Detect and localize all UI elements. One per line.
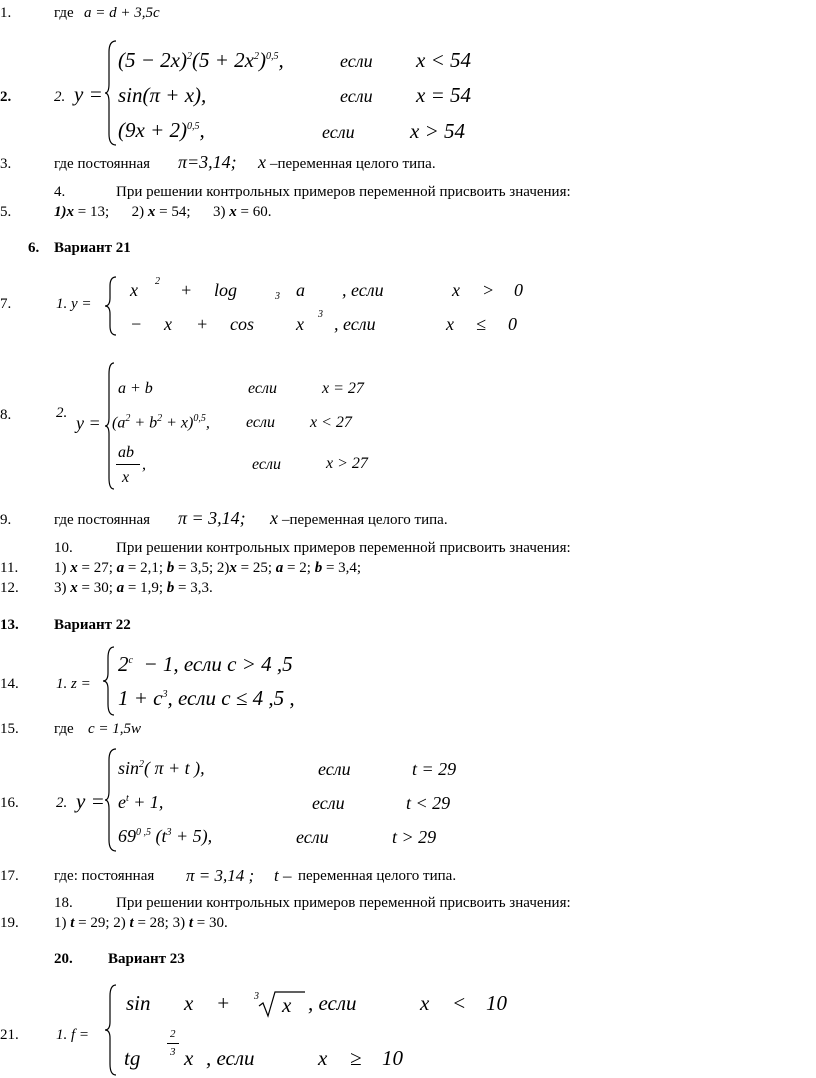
- formula: x < 54: [416, 48, 471, 72]
- text: где постоянная: [54, 512, 151, 528]
- formula: если: [296, 827, 329, 847]
- formula: c = 1,5w: [88, 721, 142, 737]
- formula: y =: [76, 789, 105, 813]
- line-number: 19.: [0, 915, 19, 931]
- brace-icon: [104, 276, 118, 336]
- formula: x = 27: [322, 380, 364, 397]
- formula: если: [246, 414, 275, 431]
- formula: t –: [274, 866, 292, 885]
- line-number: 9.: [0, 512, 12, 528]
- text: где постоянная: [54, 156, 151, 172]
- formula: a: [296, 280, 305, 300]
- formula: $(5 - 2x)^2(5 + 2x^2)^{0,5}$,: [118, 48, 284, 72]
- formula: cos: [230, 314, 254, 334]
- text: где: [54, 5, 74, 21]
- values-line: 1)x = 13; 2) x = 54; 3) x = 60.: [54, 204, 272, 220]
- formula: если: [322, 122, 355, 142]
- line-number: 6.: [28, 240, 40, 256]
- line-number: 8.: [0, 407, 12, 423]
- formula: π=3,14;: [178, 152, 237, 172]
- line-number: 11.: [0, 560, 19, 576]
- line-number: 12.: [0, 580, 19, 596]
- formula: 69$^{0 ,5}$ $(t^3 + 5)$,: [118, 826, 213, 846]
- line-number: 16.: [0, 795, 19, 811]
- line-number: 15.: [0, 721, 19, 737]
- formula: $e^t + 1$,: [118, 792, 164, 812]
- formula: ab: [118, 444, 134, 461]
- formula: t > 29: [392, 827, 437, 847]
- formula: x: [452, 280, 460, 300]
- fraction-bar: [116, 464, 140, 465]
- formula: 2: [170, 1028, 176, 1040]
- brace-icon: [104, 40, 118, 146]
- formula: π = 3,14;: [178, 508, 246, 528]
- text: При решении контрольных примеров переменной присвоить значения:: [116, 895, 571, 911]
- formula: , если: [206, 1046, 255, 1070]
- formula: x > 27: [326, 455, 368, 472]
- formula: −: [130, 314, 143, 334]
- text: При решении контрольных примеров переменной присвоить значения:: [116, 540, 571, 556]
- formula: ,: [142, 456, 146, 473]
- formula: a = d + 3,5c: [84, 5, 160, 21]
- item-label: 2.: [56, 795, 68, 811]
- brace-icon: [104, 984, 118, 1076]
- formula: 10: [382, 1046, 403, 1070]
- formula: tg: [124, 1046, 141, 1070]
- formula: 3: [170, 1046, 176, 1058]
- fraction-bar: [167, 1043, 179, 1044]
- section-heading: Вариант 22: [54, 617, 131, 633]
- formula: $(a^2 + b^2 + x)^{0,5}$,: [112, 413, 210, 432]
- formula: x: [184, 1046, 194, 1070]
- formula: x: [420, 991, 430, 1015]
- formula: $1 + c^3$, если c ≤ 4 ,5 ,: [118, 686, 295, 710]
- formula: x: [164, 314, 172, 334]
- formula: если: [318, 759, 351, 779]
- formula: +: [180, 280, 193, 300]
- formula: x: [122, 469, 130, 486]
- formula: x: [258, 152, 266, 172]
- formula: 2$^c$ − 1, если c > 4 ,5: [118, 652, 293, 676]
- formula: $\sin^2$( π + t ),: [118, 758, 205, 778]
- formula: +: [196, 314, 209, 334]
- line-number: 13.: [0, 617, 19, 633]
- text: переменная целого типа.: [298, 868, 457, 884]
- line-number: 1.: [0, 5, 12, 21]
- line-number: 7.: [0, 296, 12, 312]
- formula: 3: [275, 291, 280, 302]
- line-number: 3.: [0, 156, 12, 172]
- values-line: 1) x = 27; a = 2,1; b = 3,5; 2)x = 25; a = 2; b = 3,4;: [54, 560, 362, 576]
- formula: ≥: [350, 1046, 362, 1070]
- section-heading: Вариант 21: [54, 240, 131, 256]
- line-number: 17.: [0, 868, 19, 884]
- line-number: 2.: [0, 89, 12, 105]
- formula: если: [312, 793, 345, 813]
- formula: x > 54: [410, 119, 465, 143]
- text: где: постоянная: [54, 868, 155, 884]
- formula: log: [214, 280, 238, 300]
- text: –переменная целого типа.: [270, 156, 436, 172]
- values-line: 1) t = 29; 2) t = 28; 3) t = 30.: [54, 915, 228, 931]
- text: При решении контрольных примеров переменной присвоить значения:: [116, 184, 571, 200]
- formula: +: [216, 991, 231, 1015]
- line-number: 20.: [54, 951, 73, 967]
- values-line: 3) x = 30; a = 1,9; b = 3,3.: [54, 580, 213, 596]
- formula: x: [184, 991, 194, 1015]
- section-heading: Вариант 23: [108, 951, 185, 967]
- formula: x = 54: [416, 83, 471, 107]
- formula: <: [452, 991, 467, 1015]
- formula: 2: [155, 276, 160, 287]
- formula: 1. z =: [56, 676, 91, 692]
- formula: , если: [308, 991, 357, 1015]
- formula: sin(π + x),: [118, 83, 207, 107]
- line-number: 10.: [54, 540, 73, 556]
- formula: y =: [74, 82, 103, 106]
- formula: 0: [514, 280, 523, 300]
- formula: x: [282, 993, 292, 1017]
- line-number: 4.: [54, 184, 66, 200]
- formula: 1. f =: [56, 1027, 90, 1043]
- formula: если: [340, 86, 373, 106]
- formula: $(9x + 2)^{0,5}$,: [118, 118, 205, 142]
- formula: 10: [486, 991, 507, 1015]
- formula: y =: [76, 413, 101, 433]
- text: –переменная целого типа.: [282, 512, 448, 528]
- formula: 1. y =: [56, 296, 92, 312]
- formula: t < 29: [406, 793, 451, 813]
- item-label: 2.: [56, 405, 68, 421]
- brace-icon: [104, 748, 118, 852]
- formula: если: [252, 456, 281, 473]
- item-label: 2.: [54, 89, 66, 105]
- formula: π = 3,14 ;: [186, 866, 255, 885]
- text: где: [54, 721, 74, 737]
- formula: x: [130, 280, 138, 300]
- formula: x: [446, 314, 454, 334]
- formula: ≤: [476, 314, 486, 334]
- formula: x: [296, 314, 304, 334]
- line-number: 5.: [0, 204, 12, 220]
- formula: x: [318, 1046, 328, 1070]
- line-number: 18.: [54, 895, 73, 911]
- line-number: 21.: [0, 1027, 19, 1043]
- formula: t = 29: [412, 759, 457, 779]
- formula: x < 27: [310, 414, 352, 431]
- formula: если: [248, 380, 277, 397]
- formula: >: [482, 280, 495, 300]
- formula: sin: [126, 991, 151, 1015]
- formula: 3: [318, 309, 323, 320]
- formula: 3: [254, 991, 259, 1002]
- formula: x: [270, 508, 278, 528]
- formula: если: [340, 51, 373, 71]
- line-number: 14.: [0, 676, 19, 692]
- brace-icon: [102, 646, 116, 716]
- formula: , если: [342, 280, 384, 300]
- formula: a + b: [118, 380, 153, 397]
- formula: , если: [334, 314, 376, 334]
- formula: 0: [508, 314, 517, 334]
